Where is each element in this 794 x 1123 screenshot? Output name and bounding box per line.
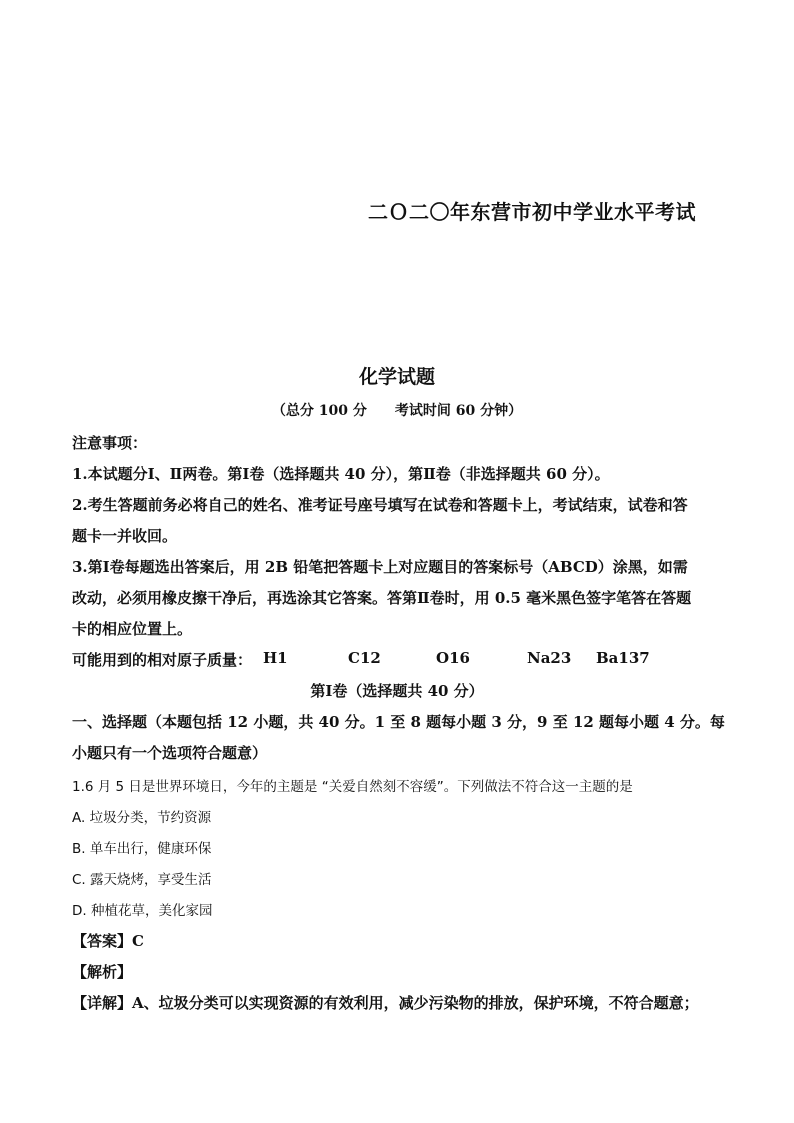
section-1-title: 第Ⅰ卷（选择题共 40 分） xyxy=(310,682,484,700)
atomic-mass-na: Na23 xyxy=(527,649,572,667)
notes-item-2-line-2: 题卡一并收回。 xyxy=(72,527,178,545)
question-1-option-a: A. 垃圾分类，节约资源 xyxy=(72,810,212,826)
atomic-mass-o: O16 xyxy=(436,649,470,667)
section-1-instructions-line-1: 一、选择题（本题包括 12 小题，共 40 分。1 至 8 题每小题 3 分，9 至 12 题每小题 4 分。每 xyxy=(72,713,725,731)
score-time-line: （总分 100 分 考试时间 60 分钟） xyxy=(271,403,523,419)
analysis-label: 【解析】 xyxy=(72,963,133,981)
notes-heading: 注意事项： xyxy=(72,434,148,452)
section-1-instructions-line-2: 小题只有一个选项符合题意） xyxy=(72,744,268,762)
notes-item-3-line-3: 卡的相应位置上。 xyxy=(72,620,193,638)
atomic-mass-ba: Ba137 xyxy=(596,649,650,667)
question-1-stem: 1.6 月 5 日是世界环境日，今年的主题是 “关爱自然刻不容缓”。下列做法不符合这一主题的是 xyxy=(72,779,633,795)
notes-item-3-line-1: 3.第Ⅰ卷每题选出答案后，用 2B 铅笔把答题卡上对应题目的答案标号（ABCD）涂黑，如需 xyxy=(72,558,688,576)
atomic-mass-h: H1 xyxy=(263,649,288,667)
exam-header-title: 二Ｏ二〇年东营市初中学业水平考试 xyxy=(368,200,696,224)
atomic-mass-label: 可能用到的相对原子质量： xyxy=(72,651,253,669)
subject-title: 化学试题 xyxy=(358,366,435,388)
question-1-option-b: B. 单车出行，健康环保 xyxy=(72,841,212,857)
notes-item-1: 1.本试题分Ⅰ、Ⅱ两卷。第Ⅰ卷（选择题共 40 分），第Ⅱ卷（非选择题共 60 分）。 xyxy=(72,465,610,483)
answer-line xyxy=(72,930,144,951)
atomic-mass-c: C12 xyxy=(348,649,381,667)
answer-value: C xyxy=(132,932,144,950)
question-1-option-c: C. 露天烧烤，享受生活 xyxy=(72,872,212,888)
notes-item-3-line-2: 改动，必须用橡皮擦干净后，再选涂其它答案。答第Ⅱ卷时，用 0.5 毫米黑色签字笔答在答题 xyxy=(72,589,692,607)
detail-text: A、垃圾分类可以实现资源的有效利用，减少污染物的排放，保护环境，不符合题意； xyxy=(132,994,699,1012)
detail-label: 【详解】 xyxy=(72,994,133,1012)
detail-line xyxy=(72,992,699,1013)
notes-item-2-line-1: 2.考生答题前务必将自己的姓名、准考证号座号填写在试卷和答题卡上，考试结束，试卷和答 xyxy=(72,496,688,514)
answer-label: 【答案】 xyxy=(72,932,133,950)
question-1-option-d: D. 种植花草，美化家园 xyxy=(72,903,213,919)
